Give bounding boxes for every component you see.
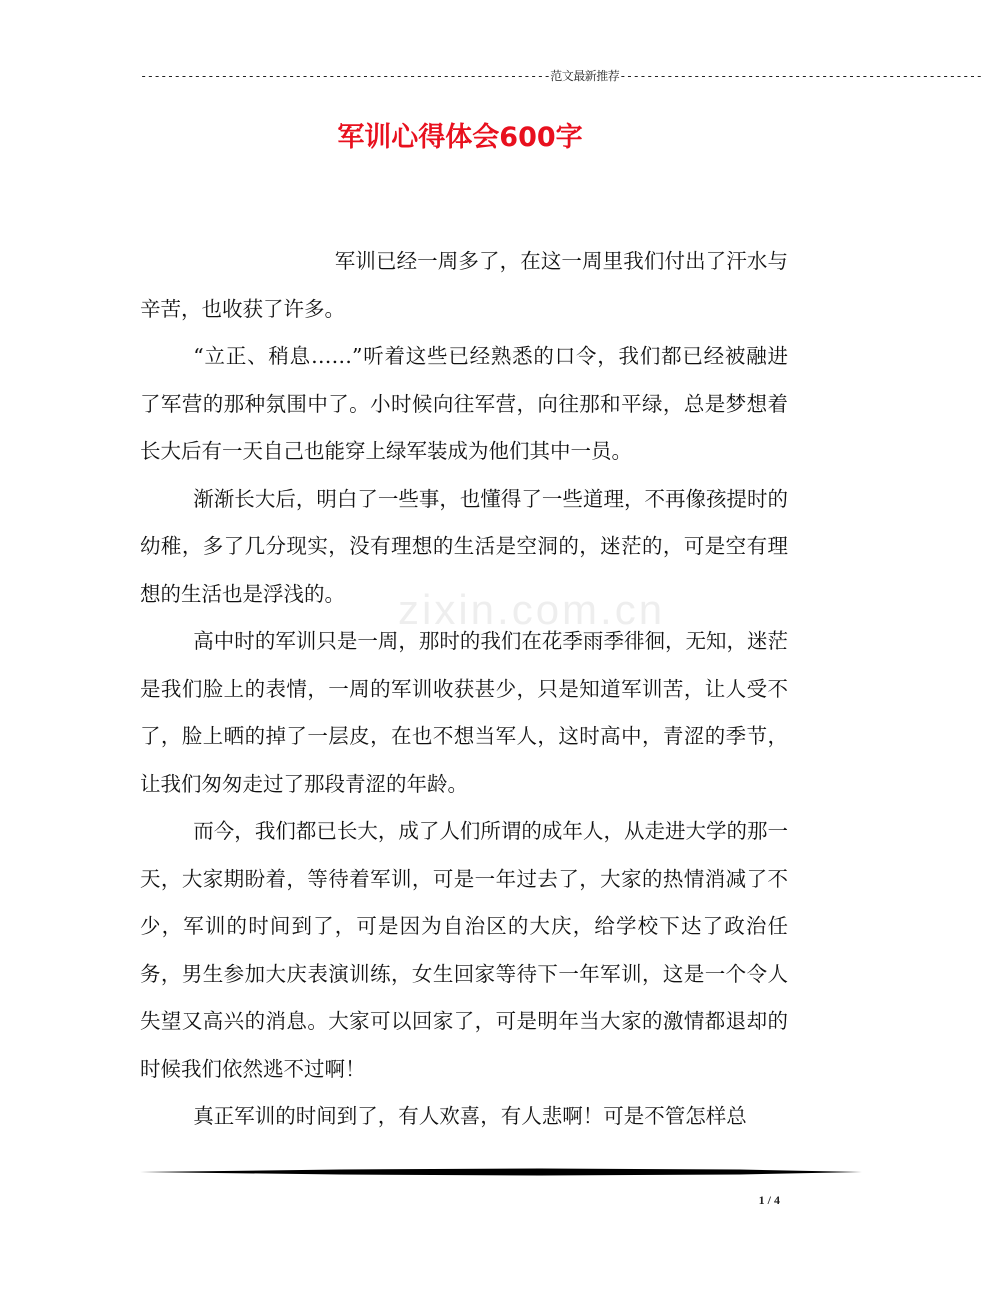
paragraph-5: 而今，我们都已长大，成了人们所谓的成年人，从走进大学的那一天，大家期盼着，等待着军训，可是一年过去了，大家的热情消减了不少，军训的时间到了，可是因为自治区的大庆，给学校下达了政治任务，男生参加大庆表演训练，女生回家等待下一年军训，这是一个令人失望又高兴的消息。大家可以回家了，可是明年当大家的激情都退却的时候我们依然逃不过啊！: [140, 819, 788, 1081]
header-banner: -------------------------------------------------------------范文最新推荐------------------------------------------------------: [140, 69, 982, 83]
document-title: 军训心得体会600字: [337, 122, 583, 153]
paragraph-1: 军训已经一周多了，在这一周里我们付出了汗水与辛苦，也收获了许多。: [140, 249, 788, 321]
page-number: 1 / 4: [758, 1193, 780, 1207]
paragraph-6: 真正军训的时间到了，有人欢喜，有人悲啊！可是不管怎样总: [193, 1104, 747, 1128]
paragraph-4: 高中时的军训只是一周，那时的我们在花季雨季徘徊，无知，迷茫是我们脸上的表情，一周的军训收获甚少，只是知道军训苦，让人受不了，脸上晒的掉了一层皮，在也不想当军人，这时高中，青涩的季节，让我们匆匆走过了那段青涩的年龄。: [140, 629, 788, 796]
document-body: [140, 238, 788, 1141]
paragraph-3: 渐渐长大后，明白了一些事，也懂得了一些道理，不再像孩提时的幼稚，多了几分现实，没有理想的生活是空洞的，迷茫的，可是空有理想的生活也是浮浅的。: [140, 486, 788, 606]
footer-rule: [140, 1165, 862, 1179]
paragraph-2: “立正、稍息……”听着这些已经熟悉的口令，我们都已经被融进了军营的那种氛围中了。小时候向往军营，向往那和平绿，总是梦想着长大后有一天自己也能穿上绿军装成为他们其中一员。: [140, 344, 788, 463]
watermark: zixin.com.cn: [398, 586, 666, 633]
